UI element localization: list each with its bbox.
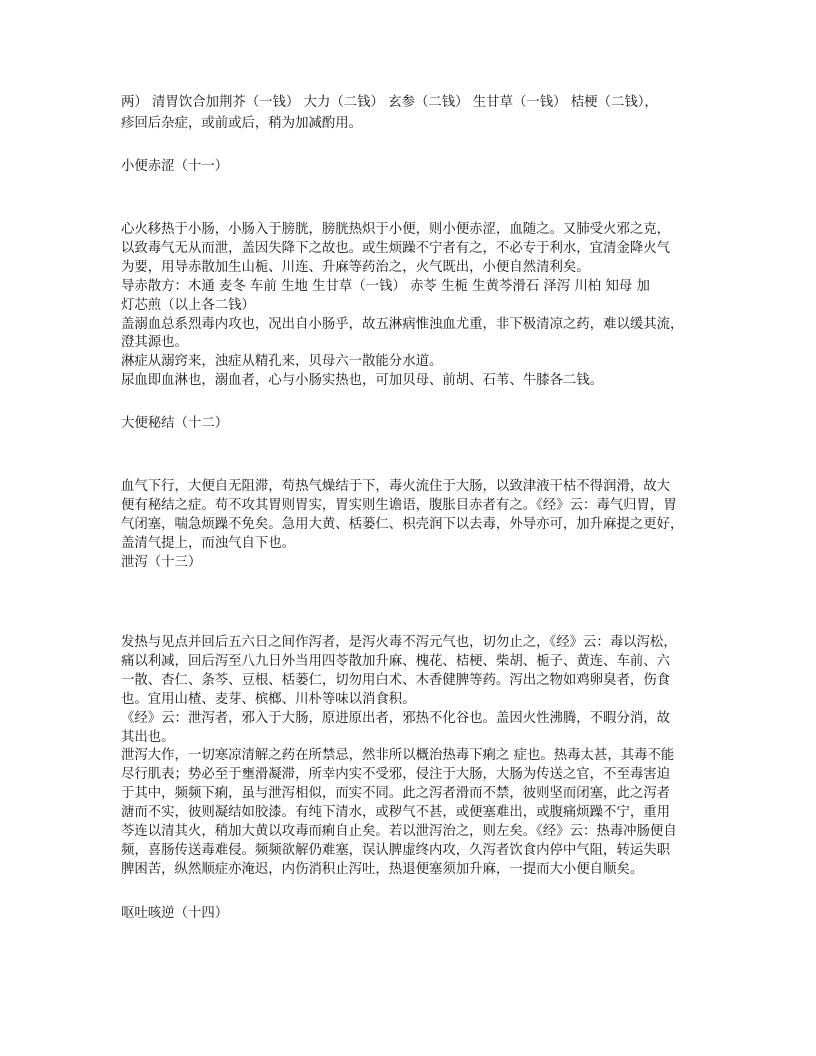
text-line: 两） 清胃饮合加荆芥（一钱） 大力（二钱） 玄参（二钱） 生甘草（一钱） 桔梗（二钱）， [121,95,658,110]
text-line: 淋症从溺窍来，浊症从精孔来，贝母六一散能分水道。 [121,354,443,370]
text-line: 于其中，频频下痢，虽与泄泻相似，而实不同。此之泻者滑而不禁，彼则坚而闭塞，此之泻者 [121,786,671,802]
text-line: 脾困苦，纵然顺症亦淹迟，内伤消积止泻吐，热退便塞须加升麻，一提而大小便自顺矣。 [121,861,644,877]
text-line: 澄其源也。 [121,335,188,351]
section-heading: 呕吐咳逆（十四） [121,906,229,921]
text-line: 血气下行，大便自无阻滞，苟热气燥结于下，毒火流住于大肠，以致津液干枯不得润滑，故大 [121,479,671,494]
section-heading: 大便秘结（十二） [121,416,229,431]
text-line: 导赤散方：木通 麦冬 车前 生地 生甘草（一钱） 赤苓 生栀 生黄芩滑石 泽泻 川柏 知母 加 [121,278,650,294]
text-line: 也。宜用山楂、麦芽、槟榔、川朴等味以消食积。 [121,691,416,707]
text-line: 便有秘结之症。苟不攻其胃则胃实，胃实则生谵语，腹胀目赤者有之。《经》云：毒气归胃，胃 [121,497,677,513]
text-line: 溏而不实，彼则凝结如胶漆。有纯下清水，或秽气不甚，或便塞难出，或腹痛烦躁不宁，重用 [121,805,671,821]
text-line: 一散、杏仁、条芩、豆根、栝蒌仁，切勿用白术、木香健脾等药。泻出之物如鸡卵臭者，伤食 [121,672,671,688]
section-heading: 小便赤涩（十一） [121,159,229,174]
text-line: 《经》云：泄泻者，邪入于大肠，原进原出者，邪热不化谷也。盖因火性沸腾，不暇分消，故 [121,710,671,726]
text-line: 为要，用导赤散加生山栀、川连、升麻等药治之，火气既出，小便自然清利矣。 [121,259,590,275]
text-line: 频，喜肠传送毒难侵。频频欲解仍难塞，误认脾虚终内攻，久泻者饮食内停中气阻，转运失职 [121,842,671,858]
text-line: 以致毒气无从而泄，盖因失降下之故也。或生烦躁不宁者有之，不必专于利水，宜清金降火气 [121,240,671,256]
text-line: 气闭塞，喘急烦躁不免矣。急用大黄、栝蒌仁、枳壳润下以去毒，外导亦可，加升麻提之更好， [121,516,684,532]
text-line: 发热与见点并回后五六日之间作泻者，是泻火毒不泻元气也，切勿止之，《经》云：毒以泻松， [121,635,677,650]
text-line: 疹回后杂症，或前或后，稍为加减酌用。 [121,116,363,131]
text-line: 盖清气提上，而浊气自下也。 [121,535,296,551]
text-line: 盖溺血总系烈毒内攻也，况出自小肠乎，故五淋病惟浊血尤重，非下极清凉之药，难以缓其流， [121,316,684,332]
text-line: 痛以利减，回后泻至八九日外当用四苓散加升麻、槐花、桔梗、柴胡、栀子、黄连、车前、六 [121,653,671,669]
text-line: 心火移热于小肠，小肠入于膀胱，膀胱热炽于小便，则小便赤涩，血随之。又肺受火邪之克， [121,222,671,237]
section-heading: 泄泻（十三） [121,555,202,570]
text-line: 尽行肌表；势必至于壅滑凝滞，所幸内实不受邪，侵注于大肠，大肠为传送之官，不至毒害迫 [121,767,671,783]
text-line: 泄泻大作，一切寒凉清解之药在所禁忌，然非所以概治热毒下痢之 症也。热毒太甚，其毒不能 [121,748,675,764]
text-line: 灯芯煎（以上各二钱） [121,297,255,313]
text-line: 芩连以清其火，稍加大黄以攻毒而痢自止矣。若以泄泻治之，则左矣。《经》云：热毒冲肠便自 [121,824,677,839]
text-line: 其出也。 [121,729,175,745]
text-line: 尿血即血淋也，溺血者，心与小肠实热也，可加贝母、前胡、石苇、牛膝各二钱。 [121,373,604,389]
